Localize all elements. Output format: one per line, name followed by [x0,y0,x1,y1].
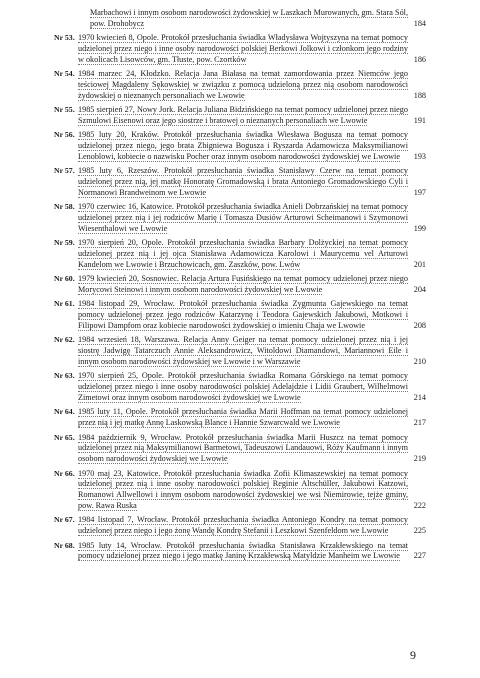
entry-page: 227 [413,551,426,561]
entry-number: Nr 62. [54,335,75,345]
entry-page: 217 [413,418,426,428]
entry-number: Nr 54. [54,69,75,79]
entry-number: Nr 55. [54,105,75,115]
entry-text: 1985 luty 20, Kraków. Protokół przesłuchania świadka Wiesława Bogusza na temat pomocy udzielonej przez niego, jego brata Zbigniewa Bogusza i Ryszarda Adamowicza Maksymilianowi Lenoblowi, kobiecie o nazwisku Pocher oraz innym osobom narodowości żydowskiej we Lwowie [78,130,408,161]
entry-description [78,105,426,127]
entry-text: 1979 kwiecień 20, Sosnowiec. Relacja Artura Fusińskiego na temat pomocy udzielonej przez niego Morycowi Steinowi i innym osobom narodowości żydowskiej we Lwowie [78,274,408,295]
entry-text: 1985 luty 6, Rzeszów. Protokół przesłuchania świadka Stanisławy Czerw na temat pomocy udzielonej przez nią, jej matkę Honoratę Gromadowską i brata Antoniego Gromadowskiego Cyli i Normanowi Brandweinom we Lwowie [78,166,408,197]
entry-text: Marbachowi i innym osobom narodowości żydowskiej w Laszkach Murowanych, gm. Stara Sól, pow. Drohobycz [90,8,408,28]
toc-entry [54,274,426,296]
toc-entry [54,540,426,563]
entry-description [78,8,426,30]
entry-description [78,274,426,296]
entry-number: Nr 57. [54,166,75,176]
entry-description [78,469,426,512]
entry-page: 210 [413,357,426,367]
toc-entry [54,69,426,101]
entry-number: Nr 53. [54,33,75,43]
entry-text: 1985 luty 14, Wrocław. Protokół przesłuchania świadka Stanisława Krzakłewskiego na temat pomocy udzielonej przez niego i jego matkę Janinę Krzakłewską Matyldzie Manheim we Lwowie [78,540,408,561]
entry-page: 184 [413,18,426,28]
toc-entry [54,105,426,127]
entry-page: 204 [413,285,426,295]
entry-page: 193 [413,151,426,161]
toc-entry [78,8,426,30]
entry-text: 1984 październik 9, Wrocław. Protokół przesłuchania świadka Marii Huszcz na temat pomocy udzielonej przez nią Maksymilianowi Barmetowi, Tadeuszowi Landauowi, Róży Kaufmann i innym osobom narodowości żydowskiej we Lwowie [78,432,408,464]
toc-entry [54,468,426,512]
entry-number: Nr 61. [54,299,75,309]
entry-number: Nr 60. [54,274,75,284]
entry-page: 219 [413,454,426,464]
entry-description [78,202,426,234]
entry-description [78,371,426,403]
toc-entry [54,130,426,162]
entry-text: 1984 marzec 24, Kłodzko. Relacja Jana Białasa na temat zamordowania przez Niemców jego teściowej Magdaleny Sękowskiej w związku z pomocą udzieloną przez nią osobom narodowości żydowskiej o nieznanych personaliach we Lwowie [78,69,408,100]
entry-text: 1970 maj 23, Katowice. Protokół przesłuchania świadka Zofii Klimaszewskiej na temat pomocy udzielonej przez nią i inne osoby narodowości polskiej Reginie Altschüller, Jakubowi Katzowi, Romanowi Allwellowi i innym osobom narodowości żydowskiej we wsi Niemirowie, tejże gminy, pow. Rawa Ruska [78,468,408,510]
entry-description [78,238,426,270]
entry-number: Nr 65. [54,432,75,442]
entry-description [78,335,426,367]
entry-description [78,69,426,101]
entry-page: 186 [413,54,426,64]
entry-number: Nr 64. [54,407,75,417]
entry-description [78,515,426,537]
entry-number: Nr 58. [54,202,75,212]
entry-text: 1970 kwiecień 8, Opole. Protokół przesłuchania świadka Władysława Wojtyszyna na temat pomocy udzielonej przez niego i inne osoby narodowości polskiej Berkowi Jolkowi i członkom jego rodziny w okolicach Lisowców, gm. Tłuste, pow. Czortków [78,33,408,64]
entry-description [78,541,426,563]
entry-description [78,33,426,65]
toc-entry [54,515,426,537]
entry-page: 208 [413,321,426,331]
entry-description [78,407,426,429]
toc-entry [54,33,426,65]
entry-text: 1970 czerwiec 16, Katowice. Protokół przesłuchania świadka Anieli Dobrzańskiej na temat pomocy udzielonej przez nią i jej rodziców Marię i Tomasza Dusiów Arturowi Scheimanowi i Szymonowi Wiesenthalowi we Lwowie [78,202,408,233]
entry-number: Nr 68. [54,540,75,550]
entry-page: 197 [413,187,426,197]
toc-entry [54,407,426,429]
entry-number: Nr 66. [54,468,75,478]
entry-number: Nr 67. [54,515,75,525]
toc-entry [54,371,426,403]
entry-page: 222 [413,500,426,510]
entry-description [78,299,426,331]
toc-entry [54,335,426,367]
page-number: 9 [410,648,416,662]
entry-page: 214 [413,393,426,403]
entry-text: 1984 listopad 29, Wrocław. Protokół przesłuchania świadka Zygmunta Gajewskiego na temat pomocy udzielonej przez jego rodziców Katarzynę i Teodora Gajewskich Jakubowi, Motkowi i Filipowi Dampfom oraz kobiecie narodowości żydowskiej o imieniu Chaja we Lwowie [78,299,408,331]
entry-text: 1984 listopad 7, Wrocław. Protokół przesłuchania świadka Antoniego Kondry na temat pomocy udzielonej przez niego i jego żonę Wandę Kondrę Stefanii i Leszkowi Szenfeldom we Lwowie [78,515,408,536]
entry-number: Nr 63. [54,371,75,381]
entry-page: 188 [413,90,426,100]
entry-description [78,433,426,465]
toc-entry [54,299,426,331]
toc-entry [54,432,426,465]
entry-text: 1984 wrzesień 18, Warszawa. Relacja Anny Geiger na temat pomocy udzielonej przez nią i jej siostrę Jadwigę Tatarczuch Annie Aleksandrowicz, Witoldowi Diamandowi, Mariannowi Eile i innym osobom narodowości żydowskiej we Lwowie i w Warszawie [78,335,408,367]
entry-page: 201 [413,259,426,269]
table-of-contents [54,8,426,566]
toc-entry [54,202,426,234]
entry-text: 1985 luty 11, Opole. Protokół przesłuchania świadka Marii Hoffman na temat pomocy udzielonej przez nią i jej matkę Annę Laskowską Blance i Hannie Szwarcwald we Lwowie [78,407,408,428]
entry-page: 199 [413,223,426,233]
toc-entry [54,238,426,270]
entry-text: 1985 sierpień 27, Nowy Jork. Relacja Juliana Bidzińskiego na temat pomocy udzielonej przez niego Szmulowi Eisenowi oraz jego siostrze i bratowej o nieznanych personaliach we Lwowie [78,105,408,125]
entry-page: 225 [413,526,426,536]
toc-entry [54,166,426,198]
entry-description [78,166,426,198]
entry-text: 1970 sierpień 20, Opole. Protokół przesłuchania świadka Barbary Dolżyckiej na temat pomocy udzielonej przez nią i jej ojca Stanisława Adamowicza Karolowi i Maurycemu vel Arturowi Kandelom we Lwowie i Brzuchowicach, gm. Zaszków, pow. Lwów [78,238,408,269]
entry-page: 191 [413,115,426,125]
entry-text: 1970 sierpień 25, Opole. Protokół przesłuchania świadka Romana Górskiego na temat pomocy udzielonej przez niego i inne osoby narodowości polskiej Adelajdzie i Lidii Graubert, Wilhelmowi Zimetowi oraz innym osobom narodowości żydowskiej we Lwowie [78,371,408,403]
entry-number: Nr 56. [54,130,75,140]
entry-number: Nr 59. [54,238,75,248]
entry-description [78,130,426,162]
